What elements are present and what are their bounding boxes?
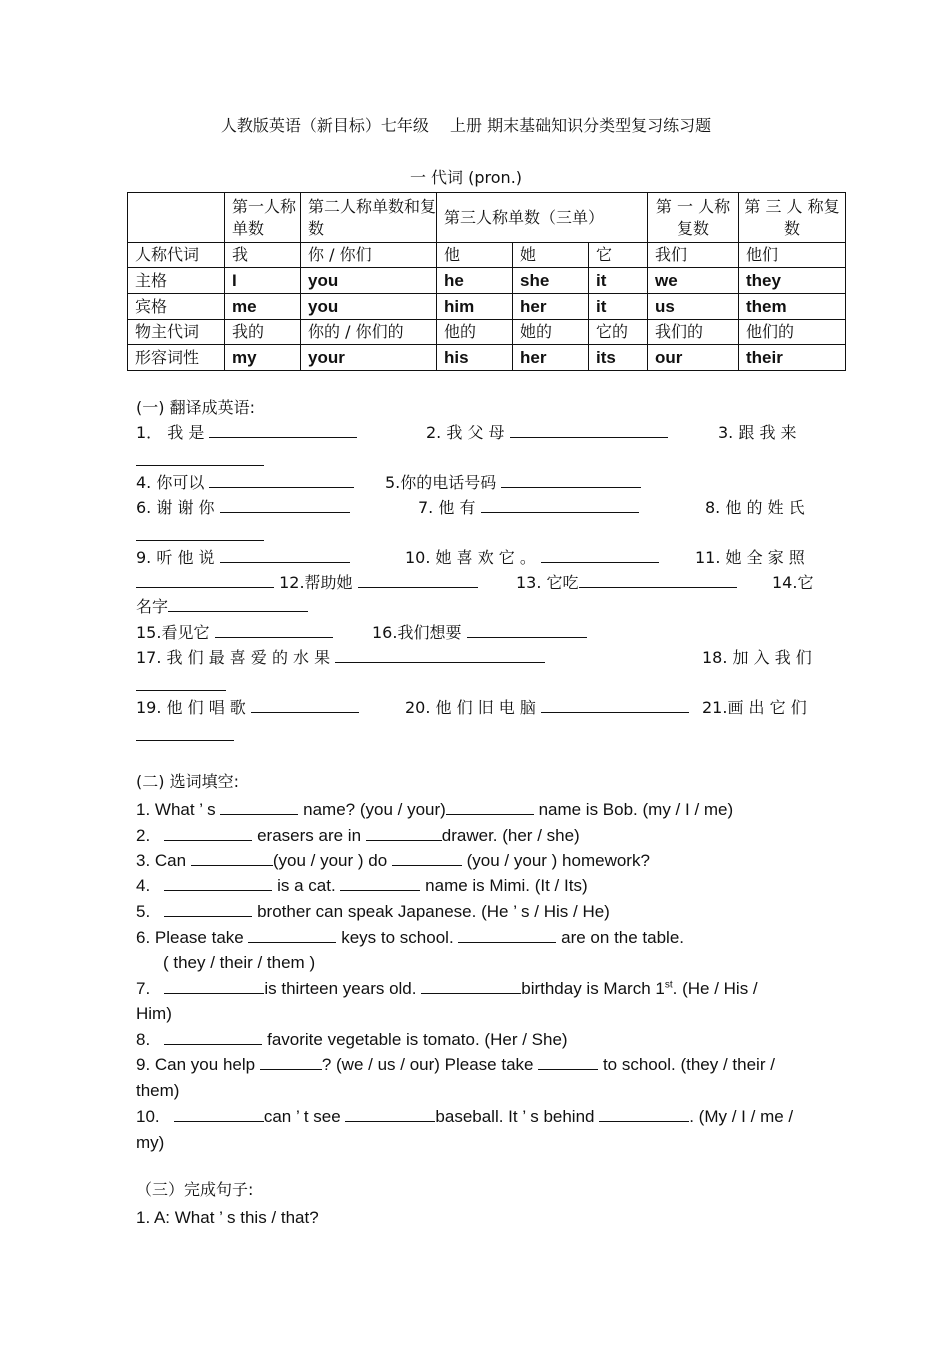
answer-blank[interactable] [481, 498, 639, 513]
exercise-item: 6. 谢 谢 你 [136, 498, 350, 518]
table-cell: 我的 [225, 320, 301, 345]
table-cell: him [437, 294, 513, 320]
exercise-item: 9. Can you help ? (we / us / our) Please take to school. (they / their / [136, 1055, 775, 1074]
exercise-item: 21.画 出 它 们 [702, 698, 807, 717]
table-cell: her [513, 294, 589, 320]
answer-blank[interactable] [501, 473, 641, 488]
table-cell: its [589, 345, 648, 371]
table-cell: your [301, 345, 437, 371]
exercise-item: 3. 跟 我 来 [718, 423, 797, 442]
table-cell: she [513, 268, 589, 294]
exercise-item: 名字 [136, 597, 308, 617]
exercise-item: 5.你的电话号码 [385, 473, 641, 493]
table-header-cell: 第 三 人 称复数 [739, 193, 846, 243]
table-cell: 他们 [739, 243, 846, 268]
exercise-item: 1. What ’ s name? (you / your) name is Bob. (my / I / me) [136, 800, 734, 819]
table-cell: you [301, 268, 437, 294]
part3-heading: （三）完成句子: [136, 1180, 254, 1199]
exercise-item: 7. 他 有 [418, 498, 639, 518]
answer-blank[interactable] [220, 548, 350, 563]
answer-blank[interactable] [136, 573, 274, 588]
answer-blank[interactable] [168, 597, 308, 612]
table-header-cell: 第一人称单数 [225, 193, 301, 243]
answer-blank[interactable] [174, 1107, 264, 1122]
exercise-item: 2. erasers are in drawer. (her / she) [136, 826, 580, 845]
table-cell: 她 [513, 243, 589, 268]
answer-blank[interactable] [191, 851, 273, 866]
table-cell: our [648, 345, 739, 371]
table-cell: 他们的 [739, 320, 846, 345]
answer-blank[interactable] [136, 451, 264, 466]
table-row [128, 243, 846, 268]
table-cell: 你的 / 你们的 [301, 320, 437, 345]
pronoun-table [127, 192, 846, 371]
table-header-row [128, 193, 846, 243]
table-cell: me [225, 294, 301, 320]
table-cell: 我们 [648, 243, 739, 268]
table-header-cell [128, 193, 225, 243]
exercise-item: 20. 他 们 旧 电 脑 [405, 698, 689, 718]
answer-blank[interactable] [164, 902, 252, 917]
answer-blank[interactable] [220, 498, 350, 513]
table-row [128, 268, 846, 294]
exercise-item: 13. 它吃 [516, 573, 737, 593]
table-cell: he [437, 268, 513, 294]
exercise-item: 3. Can (you / your ) do (you / your ) homework? [136, 851, 650, 870]
answer-blank[interactable] [345, 1107, 435, 1122]
table-cell: it [589, 294, 648, 320]
table-cell: her [513, 345, 589, 371]
table-cell: 宾格 [128, 294, 225, 320]
table-cell: my [225, 345, 301, 371]
answer-blank[interactable] [136, 526, 264, 541]
table-cell: I [225, 268, 301, 294]
answer-blank[interactable] [260, 1055, 322, 1070]
table-cell: they [739, 268, 846, 294]
answer-blank[interactable] [599, 1107, 689, 1122]
exercise-item: 1. A: What ’ s this / that? [136, 1208, 319, 1227]
table-cell: 我们的 [648, 320, 739, 345]
exercise-item: 17. 我 们 最 喜 爱 的 水 果 [136, 648, 545, 668]
table-cell: their [739, 345, 846, 371]
table-cell: we [648, 268, 739, 294]
answer-blank[interactable] [467, 623, 587, 638]
table-cell: 她的 [513, 320, 589, 345]
table-header-cell: 第二人称单数和复数 [301, 193, 437, 243]
table-row [128, 294, 846, 320]
answer-blank[interactable] [340, 876, 420, 891]
table-header-cell: 第 一 人称复数 [648, 193, 739, 243]
part2-heading: (二) 选词填空: [136, 772, 239, 791]
table-cell: 他的 [437, 320, 513, 345]
table-cell: his [437, 345, 513, 371]
exercise-item: 19. 他 们 唱 歌 [136, 698, 359, 718]
answer-blank[interactable] [446, 800, 534, 815]
exercise-item: 6. Please take keys to school. are on the table. [136, 928, 685, 947]
exercise-item-cont: them) [136, 1081, 180, 1100]
table-cell: 人称代词 [128, 243, 225, 268]
exercise-item: 10. 她 喜 欢 它 。 [405, 548, 659, 568]
table-header-cell: 第三人称单数（三单） [437, 193, 648, 243]
answer-blank[interactable] [220, 800, 298, 815]
answer-blank[interactable] [538, 1055, 598, 1070]
answer-blank[interactable] [248, 928, 336, 943]
page-title: 人教版英语（新目标）七年级 上册 期末基础知识分类型复习练习题 [220, 116, 712, 135]
answer-blank[interactable] [335, 648, 545, 663]
answer-blank[interactable] [209, 473, 354, 488]
exercise-item: 8. favorite vegetable is tomato. (Her / She) [136, 1030, 568, 1049]
table-cell: us [648, 294, 739, 320]
answer-blank[interactable] [164, 979, 264, 994]
section-pronoun-title: 一 代词 (pron.) [409, 168, 523, 187]
table-row [128, 320, 846, 345]
exercise-item: 4. is a cat. name is Mimi. (It / Its) [136, 876, 588, 895]
answer-blank[interactable] [358, 573, 478, 588]
exercise-item-cont: my) [136, 1133, 165, 1152]
answer-blank[interactable] [136, 676, 226, 691]
exercise-item: 8. 他 的 姓 氏 [705, 498, 805, 517]
answer-blank[interactable] [541, 698, 689, 713]
table-cell: 形容词性 [128, 345, 225, 371]
table-cell: 他 [437, 243, 513, 268]
exercise-item: 11. 她 全 家 照 [695, 548, 805, 567]
table-cell: you [301, 294, 437, 320]
answer-blank[interactable] [392, 851, 462, 866]
part1-heading: (一) 翻译成英语: [136, 398, 255, 417]
table-cell: 我 [225, 243, 301, 268]
answer-blank[interactable] [421, 979, 521, 994]
answer-blank[interactable] [366, 826, 442, 841]
exercise-item: 7. is thirteen years old. birthday is March 1st. (He / His / [136, 979, 758, 998]
answer-blank[interactable] [164, 1030, 262, 1045]
exercise-item: 5. brother can speak Japanese. (He ’ s / His / He) [136, 902, 610, 921]
exercise-item: 10. can ’ t see baseball. It ’ s behind . (My / I / me / [136, 1107, 794, 1126]
exercise-options: ( they / their / them ) [163, 953, 316, 972]
table-cell: it [589, 268, 648, 294]
answer-blank[interactable] [209, 423, 357, 438]
table-cell: 它的 [589, 320, 648, 345]
exercise-item: 9. 听 他 说 [136, 548, 350, 568]
exercise-item-cont: Him) [136, 1004, 172, 1023]
exercise-item: 4. 你可以 [136, 473, 354, 493]
table-cell: them [739, 294, 846, 320]
exercise-item: 16.我们想要 [372, 623, 587, 643]
answer-blank[interactable] [579, 573, 737, 588]
answer-blank[interactable] [251, 698, 359, 713]
answer-blank[interactable] [510, 423, 668, 438]
answer-blank[interactable] [164, 826, 252, 841]
exercise-item: 18. 加 入 我 们 [702, 648, 812, 667]
table-cell: 物主代词 [128, 320, 225, 345]
answer-blank[interactable] [541, 548, 659, 563]
table-cell: 你 / 你们 [301, 243, 437, 268]
exercise-item: 12.帮助她 [136, 573, 478, 593]
answer-blank[interactable] [136, 726, 234, 741]
table-cell: 它 [589, 243, 648, 268]
answer-blank[interactable] [458, 928, 556, 943]
exercise-item: 2. 我 父 母 [426, 423, 668, 443]
table-row [128, 345, 846, 371]
answer-blank[interactable] [164, 876, 272, 891]
exercise-item: 1． 我 是 [136, 423, 357, 443]
exercise-item: 15.看见它 [136, 623, 333, 643]
table-cell: 主格 [128, 268, 225, 294]
answer-blank[interactable] [215, 623, 333, 638]
exercise-item: 14.它 [772, 573, 814, 592]
